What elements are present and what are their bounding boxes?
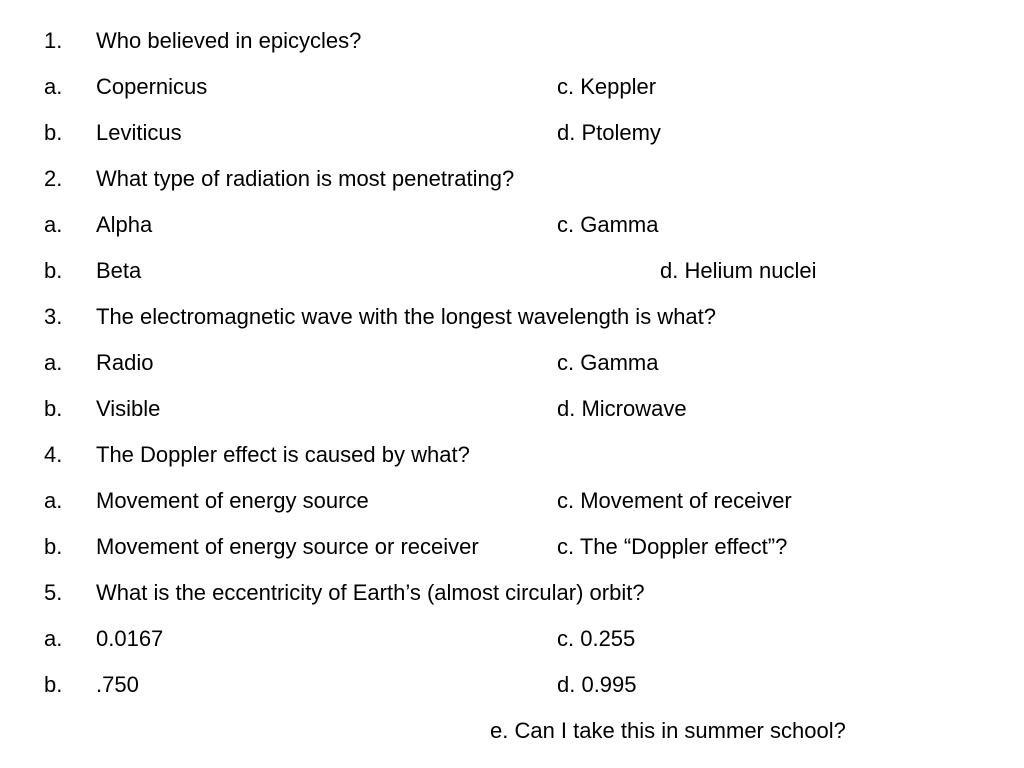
- answer-option: 0.0167: [96, 626, 164, 651]
- answer-option: d. Ptolemy: [557, 120, 661, 145]
- question-number: 1.: [44, 28, 63, 53]
- answer-label: a.: [44, 212, 63, 237]
- question-number: 4.: [44, 442, 63, 467]
- answer-label: b.: [44, 120, 63, 145]
- answer-option: Alpha: [96, 212, 153, 237]
- answer-option: Visible: [96, 396, 161, 421]
- answer-label: b.: [44, 396, 63, 421]
- question-number: 3.: [44, 304, 63, 329]
- question-number: 5.: [44, 580, 63, 605]
- answer-option: c. Movement of receiver: [557, 488, 792, 513]
- answer-label: a.: [44, 488, 63, 513]
- answer-option: d. Microwave: [557, 396, 687, 421]
- answer-option: Leviticus: [96, 120, 182, 145]
- question-text: What is the eccentricity of Earth’s (almost circular) orbit?: [96, 580, 645, 605]
- question-text: The electromagnetic wave with the longest wavelength is what?: [96, 304, 717, 329]
- question-text: Who believed in epicycles?: [96, 28, 362, 53]
- answer-option: c. Gamma: [557, 212, 659, 237]
- answer-label: a.: [44, 350, 63, 375]
- answer-option: Movement of energy source or receiver: [96, 534, 479, 559]
- answer-option: c. 0.255: [557, 626, 636, 651]
- answer-option: Radio: [96, 350, 154, 375]
- answer-label: b.: [44, 672, 63, 697]
- answer-option: c. Keppler: [557, 74, 657, 99]
- answer-option: d. 0.995: [557, 672, 637, 697]
- question-text: The Doppler effect is caused by what?: [96, 442, 470, 467]
- answer-option: c. Gamma: [557, 350, 659, 375]
- question-text: What type of radiation is most penetrating?: [96, 166, 515, 191]
- answer-label: b.: [44, 534, 63, 559]
- answer-option: d. Helium nuclei: [660, 258, 817, 283]
- question-number: 2.: [44, 166, 63, 191]
- answer-option: e. Can I take this in summer school?: [490, 718, 846, 743]
- answer-option: c. The “Doppler effect”?: [557, 534, 788, 559]
- answer-label: b.: [44, 258, 63, 283]
- answer-option: Copernicus: [96, 74, 208, 99]
- answer-option: Movement of energy source: [96, 488, 369, 513]
- answer-label: a.: [44, 626, 63, 651]
- answer-option: Beta: [96, 258, 142, 283]
- answer-label: a.: [44, 74, 63, 99]
- answer-option: .750: [96, 672, 139, 697]
